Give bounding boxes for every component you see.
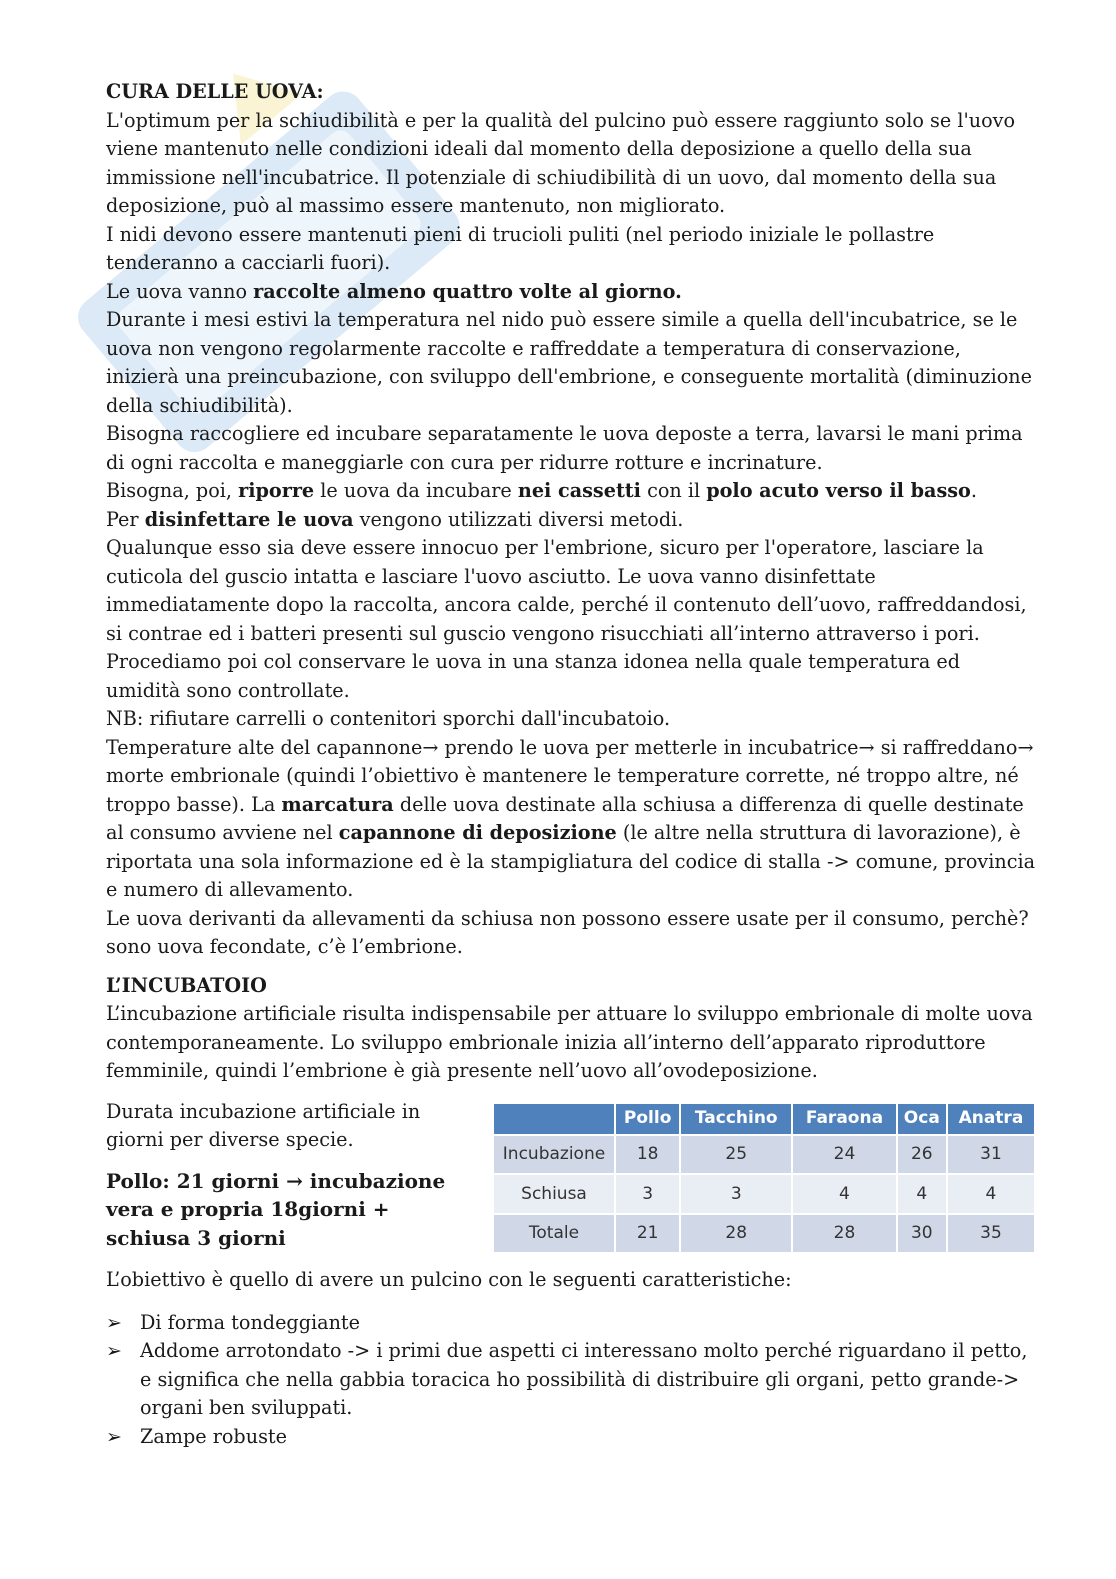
paragraph: Bisogna, poi, riporre le uova da incubare nei cassetti con il polo acuto verso il basso. — [106, 479, 977, 502]
table-cell: 30 — [897, 1214, 947, 1252]
table-cell: 25 — [680, 1135, 792, 1175]
table-cell: 26 — [897, 1135, 947, 1175]
paragraph: Temperature alte del capannone→ prendo le uova per metterle in incubatrice→ si raffreddano→ morte embrionale (quindi l’obiettivo è mantenere le temperature corrette, né troppo altre, né troppo basse). La marcatura delle uova destinate alla schiusa a differenza di quelle destinate al consumo avviene nel capannone di deposizione (le altre nella struttura di lavorazione), è riportata una sola informazione ed è la stampigliatura del codice di stalla -> comune, provincia e numero di allevamento. — [106, 735, 1036, 901]
pollo-note: Pollo: 21 giorni → incubazione vera e propria 18giorni + schiusa 3 giorni — [106, 1168, 446, 1250]
paragraph: Bisogna raccogliere ed incubare separatamente le uova deposte a terra, lavarsi le mani prima di ogni raccolta e maneggiarle con cura per ridurre rotture e incrinature. — [106, 422, 1023, 474]
table-header: Tacchino — [680, 1104, 792, 1135]
incubation-table — [494, 1104, 1036, 1253]
list-item: ➢ Di forma tondeggiante — [106, 1309, 1036, 1338]
arrow-icon: → — [858, 735, 875, 759]
table-cell: 3 — [615, 1174, 680, 1214]
table-cell: 4 — [947, 1174, 1035, 1214]
paragraph: Durante i mesi estivi la temperatura nel nido può essere simile a quella dell'incubatrice, se le uova non vengono regolarmente raccolte e raffreddate a temperatura di conservazione, inizierà una preincubazione, con sviluppo dell'embrione, e conseguente mortalità (diminuzione della schiudibilità). — [106, 308, 1032, 417]
table-cell: Totale — [494, 1214, 615, 1252]
document-page — [106, 78, 1036, 1451]
table-row — [494, 1214, 1035, 1252]
arrow-icon: → — [286, 1168, 303, 1193]
paragraph: I nidi devono essere mantenuti pieni di trucioli puliti (nel periodo iniziale le pollastre tenderanno a cacciarli fuori). — [106, 222, 935, 274]
bullet-arrow-icon: ➢ — [106, 1339, 123, 1362]
arrow-icon: → — [1017, 735, 1034, 759]
bullet-arrow-icon: ➢ — [106, 1310, 123, 1334]
table-header: Pollo — [615, 1104, 680, 1135]
table-cell: 4 — [792, 1174, 897, 1214]
characteristics-list — [106, 1309, 1036, 1452]
paragraph: L'optimum per la schiudibilità e per la qualità del pulcino può essere raggiunto solo se l'uovo viene mantenuto nelle condizioni ideali dal momento della deposizione a quello della sua immissione nell'incubatrice. Il potenziale di schiudibilità di un uovo, dal momento della sua deposizione, può al massimo essere mantenuto, non migliorato. — [106, 108, 1016, 217]
paragraph: L’incubazione artificiale risulta indispensabile per attuare lo sviluppo embrionale di molte uova contemporaneamente. Lo sviluppo embrionale inizia all’interno dell’apparato riproduttore femminile, quindi l’embrione è già presente nell’uovo all’ovodeposizione. — [106, 1002, 1033, 1082]
paragraph: Le uova vanno raccolte almeno quattro volte al giorno. — [106, 279, 682, 303]
incubation-note — [106, 1098, 474, 1253]
table-cell: 24 — [792, 1135, 897, 1175]
table-cell: 28 — [792, 1214, 897, 1252]
paragraph: Durata incubazione artificiale in giorni per diverse specie. — [106, 1099, 421, 1151]
list-item: ➢ Zampe robuste — [106, 1423, 1036, 1452]
table-cell: Schiusa — [494, 1174, 615, 1214]
list-item: ➢ Addome arrotondato -> i primi due aspetti ci interessano molto perché riguardano il petto, e significa che nella gabbia toracica ho possibilità di distribuire gli organi, petto grande-> organi ben sviluppati. — [106, 1339, 1028, 1419]
paragraph: L’obiettivo è quello di avere un pulcino con le seguenti caratteristiche: — [106, 1268, 792, 1291]
section-title-cura-uova: CURA DELLE UOVA: — [106, 80, 324, 103]
table-header: Oca — [897, 1104, 947, 1135]
bullet-arrow-icon: ➢ — [106, 1424, 123, 1448]
table-header: Anatra — [947, 1104, 1035, 1135]
table-cell: 31 — [947, 1135, 1035, 1175]
table-header-row — [494, 1104, 1035, 1135]
paragraph: Procediamo poi col conservare le uova in una stanza idonea nella quale temperatura ed umidità sono controllate. — [106, 650, 961, 702]
table-row — [494, 1174, 1035, 1214]
table-cell: 35 — [947, 1214, 1035, 1252]
paragraph: Per disinfettare le uova vengono utilizzati diversi metodi. — [106, 507, 684, 531]
table-cell: 3 — [680, 1174, 792, 1214]
table-cell: 4 — [897, 1174, 947, 1214]
table-cell: 18 — [615, 1135, 680, 1175]
arrow-icon: → — [422, 735, 439, 759]
paragraph: NB: rifiutare carrelli o contenitori sporchi dall'incubatoio. — [106, 707, 671, 730]
table-cell: Incubazione — [494, 1135, 615, 1175]
table-header: Faraona — [792, 1104, 897, 1135]
table-header — [494, 1104, 615, 1135]
paragraph: Qualunque esso sia deve essere innocuo per l'embrione, sicuro per l'operatore, lasciare la cuticola del guscio intatta e lasciare l'uovo asciutto. Le uova vanno disinfettate immediatamente dopo la raccolta, ancora calde, perché il contenuto dell’uovo, raffreddandosi, si contrae ed i batteri presenti sul guscio vengono risucchiati all’interno attraverso i pori. — [106, 536, 1027, 645]
table-cell: 28 — [680, 1214, 792, 1252]
section-title-incubatoio: L’INCUBATOIO — [106, 973, 267, 997]
table-cell: 21 — [615, 1214, 680, 1252]
table-row — [494, 1135, 1035, 1175]
incubation-block — [106, 1098, 1036, 1253]
paragraph: Le uova derivanti da allevamenti da schiusa non possono essere usate per il consumo, perchè? sono uova fecondate, c’è l’embrione. — [106, 906, 1029, 958]
